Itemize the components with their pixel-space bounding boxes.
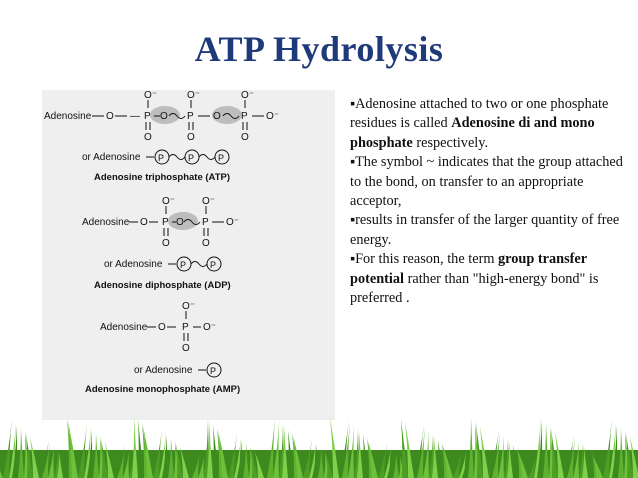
bullet-item: ▪The symbol ~ indicates that the group attached to the bond, on transfer to an appropriate acceptor, <box>350 154 623 210</box>
oxygen-label: O <box>202 238 210 249</box>
bullet-item: ▪Adenosine attached to two or one phosphate residues is called Adenosine di and mono phosphate respectively. <box>350 96 609 151</box>
bullet-item: ▪results in transfer of the larger quantity of free energy. <box>350 212 620 248</box>
bullet-item: ▪For this reason, the term group transfer potential rather than "high-energy bond" is preferred . <box>350 251 599 307</box>
oxygen-minus-label: O⁻ <box>241 90 255 101</box>
adp-caption: Adenosine diphosphate (ADP) <box>94 280 231 291</box>
phosphorus-label: P <box>182 322 189 333</box>
grass-decoration <box>0 410 638 478</box>
bullet-list <box>350 95 630 308</box>
oxygen-minus-label: O⁻ <box>187 90 201 101</box>
grass-blade <box>468 418 474 478</box>
adenosine-label: Adenosine <box>100 322 148 333</box>
atp-structure-figure <box>42 90 335 420</box>
black-square-bullet-icon: ▪ <box>350 212 356 229</box>
phosphate-structures-diagram <box>42 90 335 420</box>
slide-title: ATP Hydrolysis <box>194 29 444 69</box>
or-adenosine-label: or Adenosine <box>104 259 163 270</box>
phosphorus-label: P <box>187 111 194 122</box>
phosphate-circle-label: P <box>180 260 187 270</box>
or-adenosine-label: or Adenosine <box>134 365 193 376</box>
oxygen-label: O <box>140 217 148 228</box>
svg-text:—: — <box>130 111 140 122</box>
black-square-bullet-icon: ▪ <box>350 251 356 268</box>
oxygen-label: O <box>187 132 195 143</box>
or-adenosine-label: or Adenosine <box>82 152 141 163</box>
grass-blade <box>132 417 138 478</box>
amp-caption: Adenosine monophosphate (AMP) <box>85 384 241 395</box>
phosphate-circle-label: P <box>210 366 217 376</box>
oxygen-minus-label: O⁻ <box>266 111 280 122</box>
black-square-bullet-icon: ▪ <box>350 154 356 171</box>
oxygen-label: O <box>144 132 152 143</box>
oxygen-minus-label: O⁻ <box>202 196 216 207</box>
oxygen-minus-label: O⁻ <box>226 217 240 228</box>
adenosine-label: Adenosine <box>44 111 92 122</box>
phosphorus-label: P <box>162 217 169 228</box>
phosphorus-label: P <box>202 217 209 228</box>
oxygen-label: O <box>160 111 168 122</box>
phosphate-circle-label: P <box>188 153 195 163</box>
oxygen-label: O <box>182 343 190 354</box>
black-square-bullet-icon: ▪ <box>350 96 356 112</box>
amp-structure <box>85 301 240 395</box>
oxygen-minus-label: O⁻ <box>162 196 176 207</box>
phosphate-circle-label: P <box>210 260 217 270</box>
oxygen-minus-label: O⁻ <box>144 90 158 101</box>
oxygen-minus-label: O⁻ <box>203 322 217 333</box>
adenosine-label: Adenosine <box>82 217 130 228</box>
atp-caption: Adenosine triphosphate (ATP) <box>94 172 230 183</box>
phosphate-circle-label: P <box>218 153 225 163</box>
phosphate-circle-label: P <box>158 153 165 163</box>
oxygen-label: O <box>213 111 221 122</box>
adp-structure <box>82 196 239 291</box>
atp-structure <box>44 90 279 183</box>
oxygen-minus-label: O⁻ <box>182 301 196 312</box>
oxygen-label: O <box>241 132 249 143</box>
oxygen-label: O <box>176 217 184 228</box>
oxygen-label: O <box>162 238 170 249</box>
phosphorus-label: P <box>144 111 151 122</box>
grass-blade <box>138 420 144 478</box>
phosphorus-label: P <box>241 111 248 122</box>
oxygen-label: O <box>158 322 166 333</box>
oxygen-label: O <box>106 111 114 122</box>
